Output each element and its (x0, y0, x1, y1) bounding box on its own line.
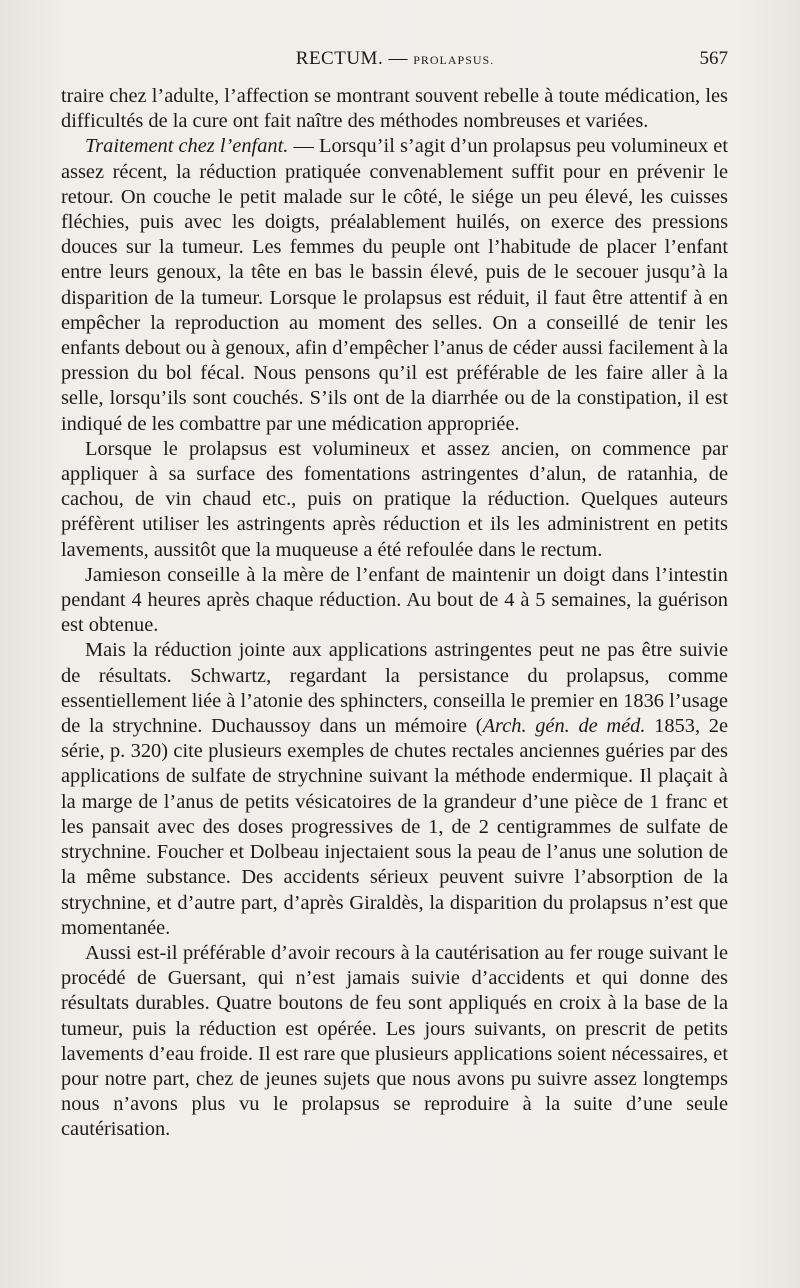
running-head-title: RECTUM. (295, 48, 384, 69)
paragraph-5-text-a: Mais la réduction jointe aux applications astringentes peut ne pas être suivie de résultats. Schwartz, regardant la persistance du prolapsus, comme essentiellement liée à l’atonie des sphincters, conseilla le premier en 1836 l’usage de la strychnine. Duchaussoy dans un mémoire ( (61, 639, 728, 738)
section-heading-enfant: Traitement chez l’enfant. (85, 135, 289, 158)
citation-reference: Arch. gén. de méd. (482, 715, 646, 738)
paragraph-2-text: — Lorsqu’il s’agit d’un prolapsus peu volumineux et assez récent, la réduction pratiquée convenablement suffit pour en prévenir le retour. On couche le petit malade sur le côté, le siége un peu élevé, les cuisses fléchies, puis avec les doigts, préalablement huilés, on exerce des pressions douces sur la tumeur. Les femmes du peuple ont l’habitude de placer l’enfant entre leurs genoux, la tête en bas le bassin élevé, puis de le secouer jusqu’à la disparition de la tumeur. Lorsque le prolapsus est réduit, il faut être attentif à en empêcher la reproduction au moment des selles. On a conseillé de tenir les enfants debout ou à genoux, afin d’empêcher l’anus de céder aussi facilement à la pression du bol fécal. Nous pensons qu’il est préférable de les faire aller à la selle, lorsqu’ils sont couchés. S’ils ont de la diarrhée ou de la constipation, il est indiqué de les combattre par une médication appropriée. (61, 135, 728, 435)
paragraph-3: Lorsque le prolapsus est volumineux et assez ancien, on commence par appliquer à sa surface des fomentations astringentes d’alun, de ratanhia, de cachou, de vin chaud etc., puis on pratique la réduction. Quelques auteurs préfèrent utiliser les astringents après réduction et ils les administrent en petits lavements, aussitôt que la muqueuse a été refoulée dans le rectum. (61, 437, 728, 561)
paragraph-5-text-b: 1853, 2e série, p. 320) cite plusieurs exemples de chutes rectales anciennes guéries par des applications de sulfate de strychnine suivant la méthode endermique. Il plaçait à la marge de l’anus de petits vésicatoires de la grandeur d’une pièce de 1 franc et les pansait avec des doses progressives de 1, de 2 centigrammes de sulfate de strychnine. Foucher et Dolbeau injectaient sous la peau de l’anus une solution de la même substance. Des accidents sérieux peuvent suivre l’absorption de la strychnine, et d’autre part, d’après Giraldès, la disparition du prolapsus n’est que momentanée. (61, 715, 728, 939)
body-text (61, 84, 728, 1143)
page-header (62, 48, 728, 74)
paragraph-5 (61, 638, 728, 940)
running-head-subtitle: PROLAPSUS. (413, 53, 495, 67)
page-number: 567 (699, 48, 728, 69)
running-head-dash: — (388, 48, 408, 69)
paragraph-2 (61, 134, 728, 436)
paragraph-4: Jamieson conseille à la mère de l’enfant de maintenir un doigt dans l’intestin pendant 4 heures après chaque réduction. Au bout de 4 à 5 semaines, la guérison est obtenue. (61, 563, 728, 637)
paragraph-1: traire chez l’adulte, l’affection se montrant souvent rebelle à toute médication, les difficultés de la cure ont fait naître des méthodes nombreuses et variées. (61, 85, 728, 133)
paragraph-6: Aussi est-il préférable d’avoir recours à la cautérisation au fer rouge suivant le procédé de Guersant, qui n’est jamais suivie d’accidents et qui donne des résultats durables. Quatre boutons de feu sont appliqués en croix à la base de la tumeur, puis la réduction est opérée. Les jours suivants, on prescrit de petits lavements d’eau froide. Il est rare que plusieurs applications soient nécessaires, et pour notre part, chez de jeunes sujets que nous avons pu suivre assez longtemps nous n’avons plus vu le prolapsus se reproduire à la suite d’une seule cautérisation. (61, 941, 728, 1141)
running-head (62, 48, 728, 70)
